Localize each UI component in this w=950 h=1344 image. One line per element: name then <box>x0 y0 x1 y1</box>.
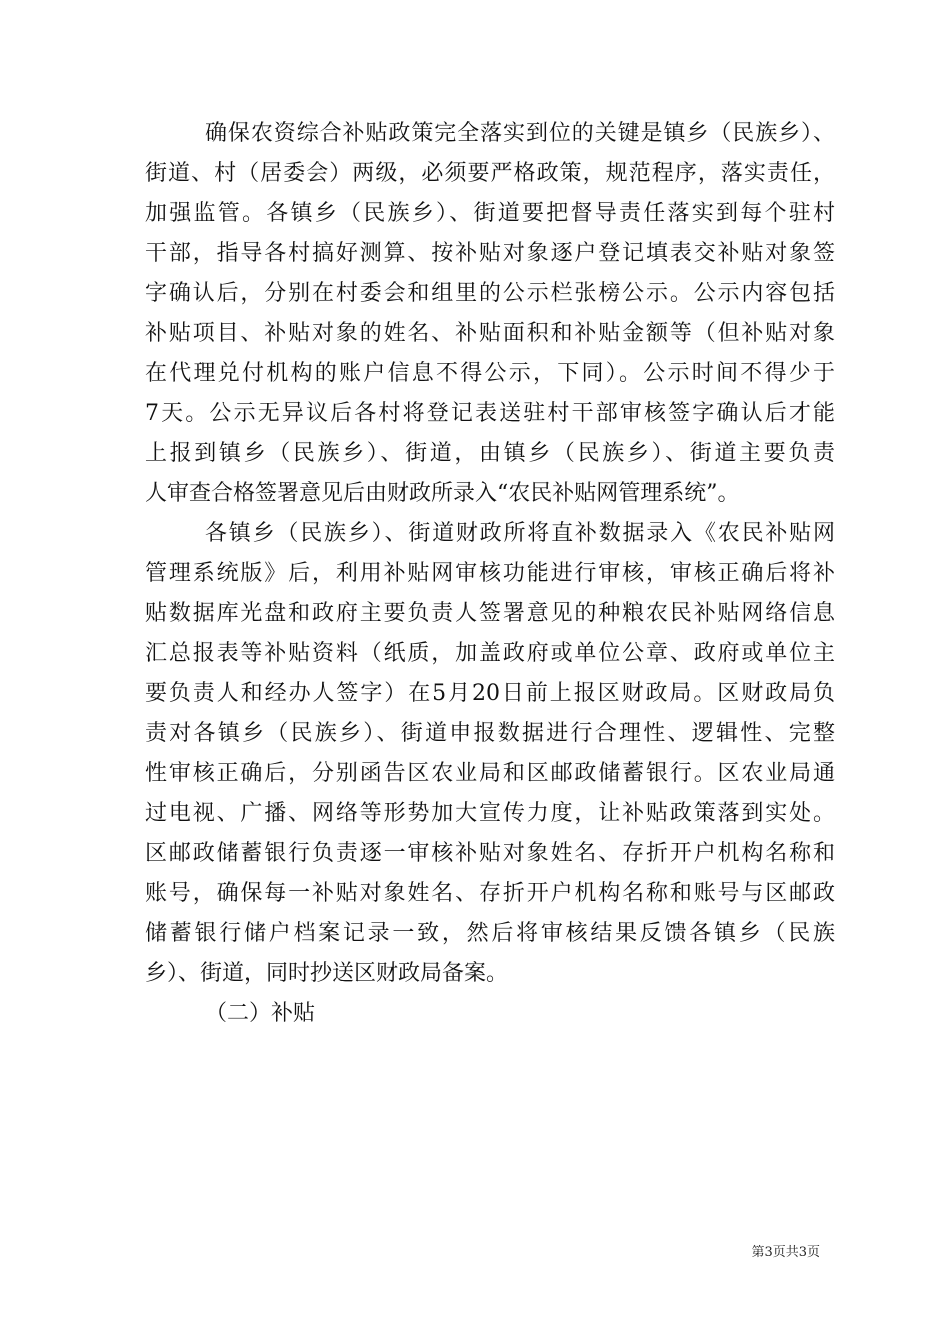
text-line: 干部，指导各村搞好测算、按补贴对象逐户登记填表交补贴对象签 <box>145 241 835 266</box>
text-line: 责对各镇乡（民族乡）、街道申报数据进行合理性、逻辑性、完整 <box>145 721 835 746</box>
text-line: 过电视、广播、网络等形势加大宣传力度，让补贴政策落到实处。 <box>145 801 835 826</box>
text-line: 确保农资综合补贴政策完全落实到位的关键是镇乡（民族乡）、 <box>205 121 835 146</box>
text-line: 加强监管。各镇乡（民族乡）、街道要把督导责任落实到每个驻村 <box>145 201 835 226</box>
text-line: 在代理兑付机构的账户信息不得公示，下同）。公示时间不得少于 <box>145 361 835 386</box>
text-line: 上报到镇乡（民族乡）、街道，由镇乡（民族乡）、街道主要负责 <box>145 441 835 466</box>
text-line: 7天。公示无异议后各村将登记表送驻村干部审核签字确认后才能 <box>145 401 835 426</box>
text-line: 汇总报表等补贴资料（纸质，加盖政府或单位公章、政府或单位主 <box>145 641 835 666</box>
paragraph-3 <box>145 994 835 1034</box>
text-line: 管理系统版》后，利用补贴网审核功能进行审核，审核正确后将补 <box>145 561 835 586</box>
text-line: 人审查合格签署意见后由财政所录入“农民补贴网管理系统”。 <box>145 481 740 506</box>
text-line: 储蓄银行储户档案记录一致，然后将审核结果反馈各镇乡（民族 <box>145 921 835 946</box>
section-heading: （二）补贴 <box>205 1001 316 1026</box>
text-line: 区邮政储蓄银行负责逐一审核补贴对象姓名、存折开户机构名称和 <box>145 841 835 866</box>
text-line: 街道、村（居委会）两级，必须要严格政策，规范程序，落实责任， <box>145 161 835 186</box>
text-line: 字确认后，分别在村委会和组里的公示栏张榜公示。公示内容包括 <box>145 281 835 306</box>
text-line: 补贴项目、补贴对象的姓名、补贴面积和补贴金额等（但补贴对象 <box>145 321 835 346</box>
page-footer: 第3页共3页 <box>751 1245 820 1260</box>
paragraph-1 <box>145 114 835 514</box>
text-line: 性审核正确后，分别函告区农业局和区邮政储蓄银行。区农业局通 <box>145 761 835 786</box>
text-line: 乡）、街道，同时抄送区财政局备案。 <box>145 961 509 986</box>
text-line: 要负责人和经办人签字）在5月20日前上报区财政局。区财政局负 <box>145 681 835 706</box>
text-line: 贴数据库光盘和政府主要负责人签署意见的种粮农民补贴网络信息 <box>145 601 835 626</box>
text-line: 各镇乡（民族乡）、街道财政所将直补数据录入《农民补贴网 <box>205 521 835 546</box>
paragraph-2 <box>145 514 835 994</box>
text-line: 账号，确保每一补贴对象姓名、存折开户机构名称和账号与区邮政 <box>145 881 835 906</box>
document-body <box>145 114 835 1034</box>
